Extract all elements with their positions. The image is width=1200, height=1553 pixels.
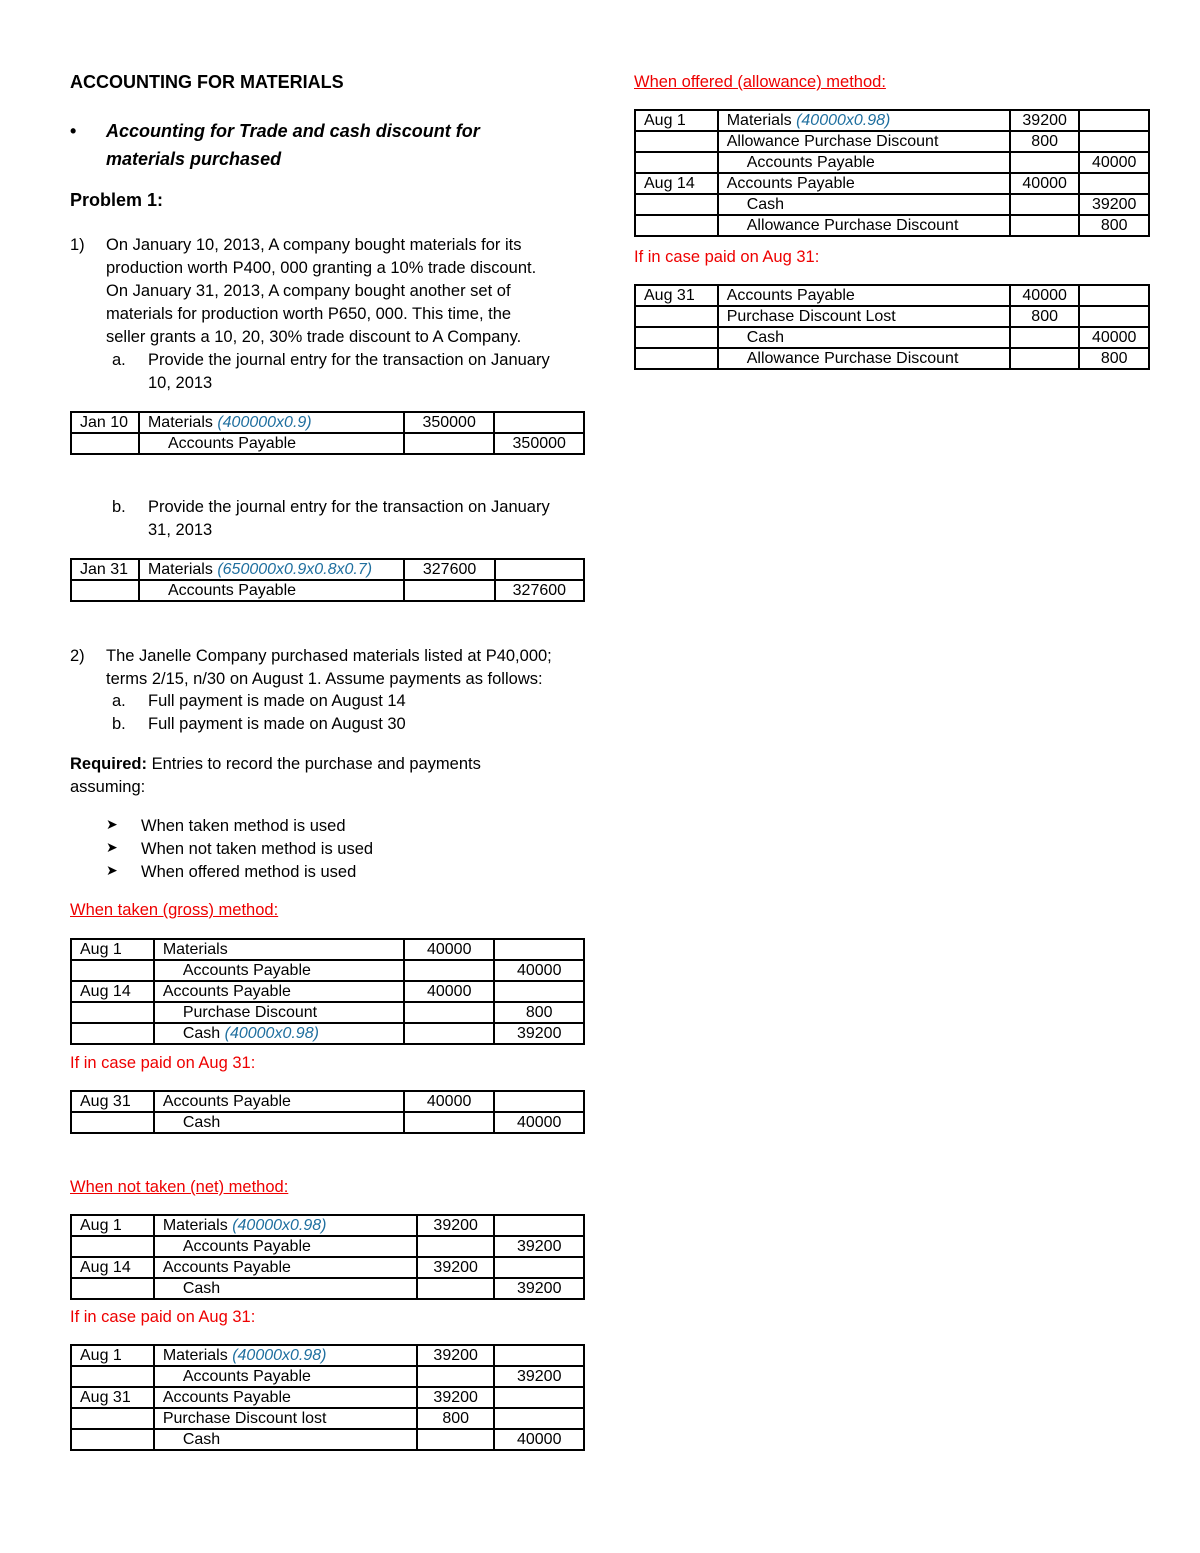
journal-row xyxy=(71,412,584,433)
entry-account xyxy=(718,152,1010,173)
part-b-letter: b. xyxy=(112,498,126,516)
journal-table-offered-late xyxy=(634,284,1150,370)
bullet-dot-icon: • xyxy=(70,121,77,141)
problem2-line: terms 2/15, n/30 on August 1. Assume payments as follows: xyxy=(106,670,543,688)
journal-row xyxy=(635,327,1149,348)
entry-account xyxy=(154,960,404,981)
journal-row xyxy=(635,215,1149,236)
entry-date: Jan 31 xyxy=(71,559,139,580)
computation-note: (40000x0.98) xyxy=(224,1025,319,1042)
entry-date xyxy=(635,327,718,348)
credit-amount xyxy=(494,412,584,433)
computation-note: (400000x0.9) xyxy=(217,414,312,431)
account-name: Allowance Purchase Discount xyxy=(746,217,959,234)
entry-account xyxy=(154,1112,404,1133)
journal-table-jan10 xyxy=(70,411,585,455)
debit-amount: 39200 xyxy=(417,1215,495,1236)
credit-amount: 800 xyxy=(494,1002,584,1023)
method-item: When taken method is used xyxy=(141,817,346,835)
entry-account xyxy=(718,110,1010,131)
credit-amount: 40000 xyxy=(494,1429,584,1450)
entry-date xyxy=(635,194,718,215)
account-name: Materials xyxy=(147,414,218,431)
credit-amount xyxy=(494,1408,584,1429)
computation-note: (40000x0.98) xyxy=(232,1217,327,1234)
debit-amount: 39200 xyxy=(1010,110,1080,131)
journal-row xyxy=(635,194,1149,215)
credit-amount xyxy=(494,1215,584,1236)
credit-amount xyxy=(494,1345,584,1366)
entry-account xyxy=(139,433,404,454)
debit-amount: 40000 xyxy=(404,939,495,960)
entry-date: Aug 31 xyxy=(71,1091,154,1112)
credit-amount xyxy=(1079,131,1149,152)
computation-note: (40000x0.98) xyxy=(796,112,891,129)
debit-amount xyxy=(404,1023,495,1044)
entry-date xyxy=(71,1278,154,1299)
entry-date xyxy=(71,580,139,601)
account-name: Accounts Payable xyxy=(182,1368,311,1385)
debit-amount: 350000 xyxy=(404,412,495,433)
entry-account xyxy=(154,1408,417,1429)
entry-account xyxy=(154,939,404,960)
debit-amount xyxy=(417,1278,495,1299)
journal-table-taken-late xyxy=(70,1090,585,1134)
entry-date xyxy=(635,348,718,369)
taken-heading: When taken (gross) method: xyxy=(70,901,279,919)
p2-part-a-text: Full payment is made on August 14 xyxy=(148,692,406,710)
entry-account xyxy=(154,1387,417,1408)
debit-amount xyxy=(404,1002,495,1023)
journal-row xyxy=(71,1257,584,1278)
entry-date xyxy=(635,306,718,327)
problem1-number: 1) xyxy=(70,236,85,254)
debit-amount xyxy=(1010,215,1080,236)
journal-table-jan31 xyxy=(70,558,585,602)
problem1-text xyxy=(106,234,576,349)
entry-date: Aug 14 xyxy=(71,981,154,1002)
journal-row xyxy=(71,1215,584,1236)
account-name: Accounts Payable xyxy=(162,1389,291,1406)
journal-row xyxy=(71,1023,584,1044)
account-name: Allowance Purchase Discount xyxy=(726,133,939,150)
debit-amount xyxy=(417,1366,495,1387)
credit-amount: 800 xyxy=(1079,215,1149,236)
entry-account xyxy=(154,1023,404,1044)
journal-row xyxy=(71,1112,584,1133)
journal-row xyxy=(71,433,584,454)
arrow-bullet-icon: ➤ xyxy=(106,862,118,878)
credit-amount xyxy=(1079,285,1149,306)
problem1-line: materials for production worth P650, 000. This time, the xyxy=(106,305,512,323)
credit-amount: 800 xyxy=(1079,348,1149,369)
journal-row xyxy=(71,1408,584,1429)
journal-row xyxy=(71,1236,584,1257)
debit-amount: 40000 xyxy=(1010,285,1080,306)
account-name: Materials xyxy=(162,1217,233,1234)
account-name: Accounts Payable xyxy=(746,154,875,171)
journal-row xyxy=(71,1366,584,1387)
debit-amount xyxy=(1010,194,1080,215)
problem2-number: 2) xyxy=(70,647,85,665)
journal-row xyxy=(635,173,1149,194)
required-text-2: assuming: xyxy=(70,778,146,796)
journal-row xyxy=(71,1278,584,1299)
part-b-text xyxy=(148,496,588,542)
credit-amount xyxy=(494,939,584,960)
entry-date xyxy=(71,1408,154,1429)
credit-amount: 40000 xyxy=(1079,152,1149,173)
debit-amount xyxy=(1010,152,1080,173)
entry-account xyxy=(154,1429,417,1450)
part-b-line: 31, 2013 xyxy=(148,521,213,539)
journal-row xyxy=(71,981,584,1002)
entry-account xyxy=(139,412,404,433)
entry-date: Aug 31 xyxy=(635,285,718,306)
journal-row xyxy=(71,1002,584,1023)
debit-amount: 40000 xyxy=(1010,173,1080,194)
debit-amount: 40000 xyxy=(404,981,495,1002)
part-b-line: Provide the journal entry for the transaction on January xyxy=(148,498,550,516)
journal-row xyxy=(71,1429,584,1450)
debit-amount: 800 xyxy=(1010,131,1080,152)
debit-amount: 40000 xyxy=(404,1091,495,1112)
debit-amount xyxy=(417,1429,495,1450)
debit-amount: 327600 xyxy=(404,559,494,580)
required-block xyxy=(70,753,550,799)
journal-row xyxy=(71,1091,584,1112)
account-name: Materials xyxy=(726,112,797,129)
debit-amount: 39200 xyxy=(417,1387,495,1408)
journal-row xyxy=(635,348,1149,369)
entry-date xyxy=(71,1112,154,1133)
part-a-line: Provide the journal entry for the transaction on January xyxy=(148,351,550,369)
entry-account xyxy=(154,1236,417,1257)
credit-amount: 40000 xyxy=(1079,327,1149,348)
account-name: Cash xyxy=(182,1431,221,1448)
journal-row xyxy=(71,580,584,601)
entry-account xyxy=(718,285,1010,306)
entry-date: Aug 1 xyxy=(635,110,718,131)
credit-amount xyxy=(1079,306,1149,327)
entry-date xyxy=(71,1429,154,1450)
entry-account xyxy=(718,131,1010,152)
credit-amount xyxy=(1079,110,1149,131)
entry-account xyxy=(718,327,1010,348)
entry-account xyxy=(718,194,1010,215)
account-name: Accounts Payable xyxy=(162,983,291,1000)
not-taken-heading: When not taken (net) method: xyxy=(70,1178,289,1196)
account-name: Accounts Payable xyxy=(162,1093,291,1110)
problem1-line: production worth P400, 000 granting a 10% trade discount. xyxy=(106,259,537,277)
account-name: Cash xyxy=(746,196,785,213)
journal-row xyxy=(635,152,1149,173)
entry-date xyxy=(71,433,139,454)
entry-date: Aug 14 xyxy=(71,1257,154,1278)
debit-amount xyxy=(417,1236,495,1257)
entry-date xyxy=(71,1002,154,1023)
problem1-line: On January 31, 2013, A company bought another set of xyxy=(106,282,511,300)
problem2-text xyxy=(106,645,586,691)
credit-amount: 39200 xyxy=(494,1278,584,1299)
entry-account xyxy=(718,215,1010,236)
journal-table-not-taken-late xyxy=(70,1344,585,1451)
problem1-line: seller grants a 10, 20, 30% trade discount to A Company. xyxy=(106,328,522,346)
account-name: Cash xyxy=(182,1114,221,1131)
entry-account xyxy=(718,348,1010,369)
credit-amount xyxy=(494,1091,584,1112)
computation-note: (40000x0.98) xyxy=(232,1347,327,1364)
journal-row xyxy=(71,960,584,981)
offered-late-label: If in case paid on Aug 31: xyxy=(634,248,820,266)
account-name: Materials xyxy=(147,561,218,578)
computation-note: (650000x0.9x0.8x0.7) xyxy=(217,561,373,578)
entry-account xyxy=(154,1215,417,1236)
entry-date xyxy=(635,215,718,236)
account-name: Accounts Payable xyxy=(167,582,297,599)
journal-row xyxy=(71,1345,584,1366)
entry-account xyxy=(154,1345,417,1366)
account-name: Cash xyxy=(182,1280,221,1297)
entry-account xyxy=(154,981,404,1002)
method-item: When not taken method is used xyxy=(141,840,374,858)
not-taken-late-label: If in case paid on Aug 31: xyxy=(70,1308,256,1326)
credit-amount: 39200 xyxy=(494,1023,584,1044)
account-name: Accounts Payable xyxy=(726,175,855,192)
method-item: When offered method is used xyxy=(141,863,357,881)
part-a-letter: a. xyxy=(112,351,126,369)
account-name: Accounts Payable xyxy=(167,435,297,452)
debit-amount xyxy=(404,960,495,981)
problem1-line: On January 10, 2013, A company bought materials for its xyxy=(106,236,522,254)
journal-table-not-taken xyxy=(70,1214,585,1300)
account-name: Accounts Payable xyxy=(726,287,855,304)
entry-account xyxy=(154,1366,417,1387)
journal-row xyxy=(71,939,584,960)
problem-heading: Problem 1: xyxy=(70,190,164,210)
required-text: Entries to record the purchase and payments xyxy=(147,755,481,773)
entry-date xyxy=(635,131,718,152)
part-a-text xyxy=(148,349,588,395)
p2-part-a-letter: a. xyxy=(112,692,126,710)
credit-amount xyxy=(1079,173,1149,194)
account-name: Purchase Discount Lost xyxy=(726,308,896,325)
credit-amount xyxy=(494,1387,584,1408)
debit-amount xyxy=(1010,327,1080,348)
debit-amount: 800 xyxy=(1010,306,1080,327)
credit-amount: 350000 xyxy=(494,433,584,454)
account-name: Purchase Discount lost xyxy=(162,1410,327,1427)
credit-amount: 40000 xyxy=(494,1112,584,1133)
entry-account xyxy=(718,173,1010,194)
account-name: Materials xyxy=(162,941,228,958)
credit-amount: 327600 xyxy=(495,580,584,601)
entry-account xyxy=(154,1091,404,1112)
debit-amount: 39200 xyxy=(417,1257,495,1278)
account-name: Accounts Payable xyxy=(182,1238,311,1255)
entry-date: Aug 1 xyxy=(71,1215,154,1236)
entry-account xyxy=(154,1002,404,1023)
entry-account xyxy=(139,559,405,580)
credit-amount: 39200 xyxy=(1079,194,1149,215)
problem2-line: The Janelle Company purchased materials listed at P40,000; xyxy=(106,647,552,665)
debit-amount xyxy=(404,580,494,601)
account-name: Accounts Payable xyxy=(162,1259,291,1276)
credit-amount: 39200 xyxy=(494,1366,584,1387)
entry-date xyxy=(71,1236,154,1257)
offered-heading: When offered (allowance) method: xyxy=(634,73,886,91)
journal-row xyxy=(71,559,584,580)
journal-row xyxy=(635,110,1149,131)
account-name: Cash xyxy=(182,1025,225,1042)
entry-date: Aug 31 xyxy=(71,1387,154,1408)
credit-amount: 39200 xyxy=(494,1236,584,1257)
arrow-bullet-icon: ➤ xyxy=(106,839,118,855)
account-name: Allowance Purchase Discount xyxy=(746,350,959,367)
journal-table-taken xyxy=(70,938,585,1045)
credit-amount xyxy=(494,981,584,1002)
account-name: Cash xyxy=(746,329,785,346)
entry-account xyxy=(718,306,1010,327)
entry-date xyxy=(635,152,718,173)
p2-part-b-text: Full payment is made on August 30 xyxy=(148,715,406,733)
debit-amount: 800 xyxy=(417,1408,495,1429)
journal-table-offered xyxy=(634,109,1150,237)
entry-account xyxy=(154,1257,417,1278)
arrow-bullet-icon: ➤ xyxy=(106,816,118,832)
account-name: Accounts Payable xyxy=(182,962,311,979)
debit-amount xyxy=(404,433,495,454)
entry-date: Aug 14 xyxy=(635,173,718,194)
journal-row xyxy=(635,285,1149,306)
journal-row xyxy=(71,1387,584,1408)
entry-date: Jan 10 xyxy=(71,412,139,433)
journal-row xyxy=(635,306,1149,327)
entry-account xyxy=(139,580,405,601)
account-name: Purchase Discount xyxy=(182,1004,318,1021)
debit-amount xyxy=(1010,348,1080,369)
credit-amount xyxy=(494,1257,584,1278)
account-name: Materials xyxy=(162,1347,233,1364)
entry-date xyxy=(71,1023,154,1044)
section-heading: Accounting for Trade and cash discount for materials purchased xyxy=(106,121,480,169)
entry-date: Aug 1 xyxy=(71,939,154,960)
credit-amount xyxy=(495,559,584,580)
credit-amount: 40000 xyxy=(494,960,584,981)
required-label: Required: xyxy=(70,755,148,773)
entry-date: Aug 1 xyxy=(71,1345,154,1366)
entry-account xyxy=(154,1278,417,1299)
entry-date xyxy=(71,960,154,981)
taken-late-label: If in case paid on Aug 31: xyxy=(70,1054,256,1072)
debit-amount xyxy=(404,1112,495,1133)
p2-part-b-letter: b. xyxy=(112,715,126,733)
part-a-line: 10, 2013 xyxy=(148,374,213,392)
entry-date xyxy=(71,1366,154,1387)
document-title: ACCOUNTING FOR MATERIALS xyxy=(70,72,344,92)
journal-row xyxy=(635,131,1149,152)
debit-amount: 39200 xyxy=(417,1345,495,1366)
